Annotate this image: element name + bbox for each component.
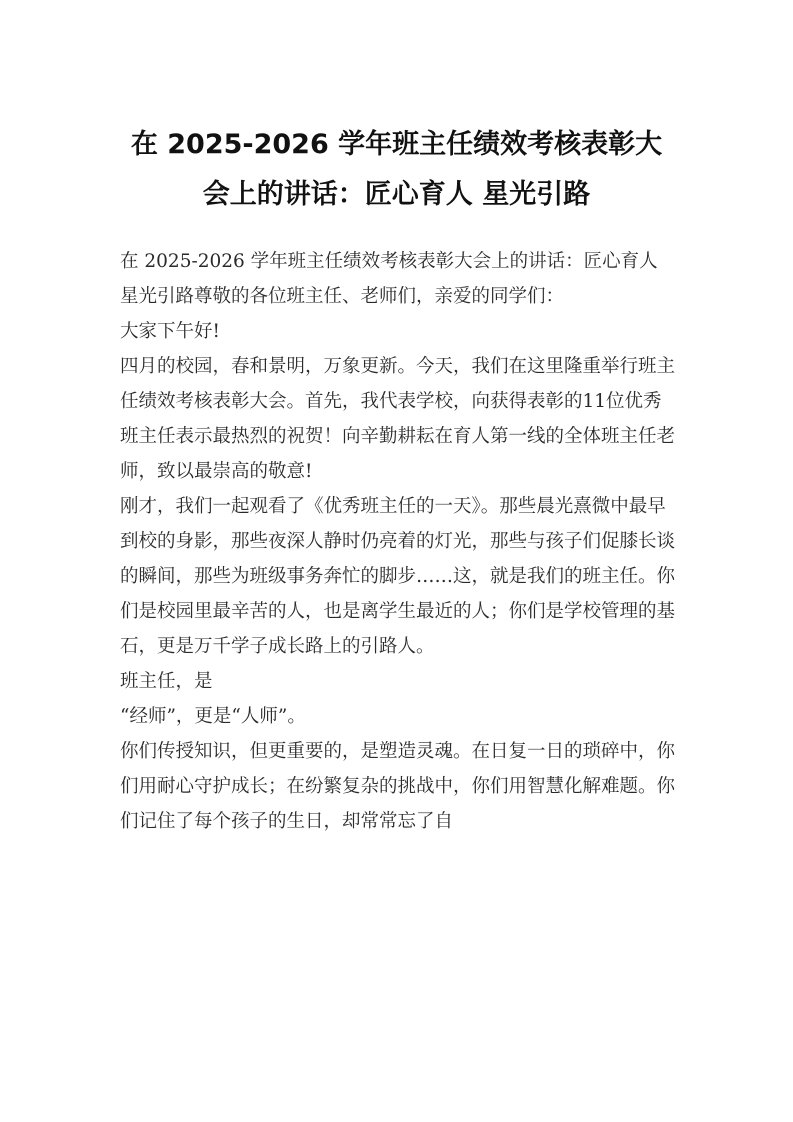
document-body — [120, 244, 676, 839]
document-title — [110, 120, 683, 220]
paragraph-2: 星光引路尊敬的各位班主任、老师们，亲爱的同学们： — [120, 286, 565, 307]
paragraph-6: 班主任，是 — [120, 671, 213, 692]
paragraph-7: “经师”，更是“人师”。 — [120, 706, 306, 727]
paragraph-4: 四月的校园，春和景明，万象更新。今天，我们在这里隆重举行班主任绩效考核表彰大会。首先，我代表学校，向获得表彰的11位优秀班主任表示最热烈的祝贺！向辛勤耕耘在育人第一线的全体班主任老师，致以最崇高的敬意! — [120, 356, 676, 482]
paragraph-3: 大家下午好! — [120, 321, 220, 342]
title-line-2: 会上的讲话：匠心育人 星光引路 — [202, 179, 591, 210]
paragraph-8: 你们传授知识，但更重要的，是塑造灵魂。在日复一日的琐碎中，你们用耐心守护成长；在纷繁复杂的挑战中，你们用智慧化解难题。你们记住了每个孩子的生日，却常常忘了自 — [120, 741, 676, 832]
title-line-1: 在 2025-2026 学年班主任绩效考核表彰大 — [130, 129, 663, 160]
paragraph-5: 刚才，我们一起观看了《优秀班主任的一天》。那些晨光熹微中最早到校的身影，那些夜深人静时仍亮着的灯光，那些与孩子们促膝长谈的瞬间，那些为班级事务奔忙的脚步……这，就是我们的班主任。你们是校园里最辛苦的人，也是离学生最近的人；你们是学校管理的基石，更是万千学子成长路上的引路人。 — [120, 496, 676, 657]
paragraph-1: 在 2025-2026 学年班主任绩效考核表彰大会上的讲话：匠心育人 — [120, 251, 658, 272]
